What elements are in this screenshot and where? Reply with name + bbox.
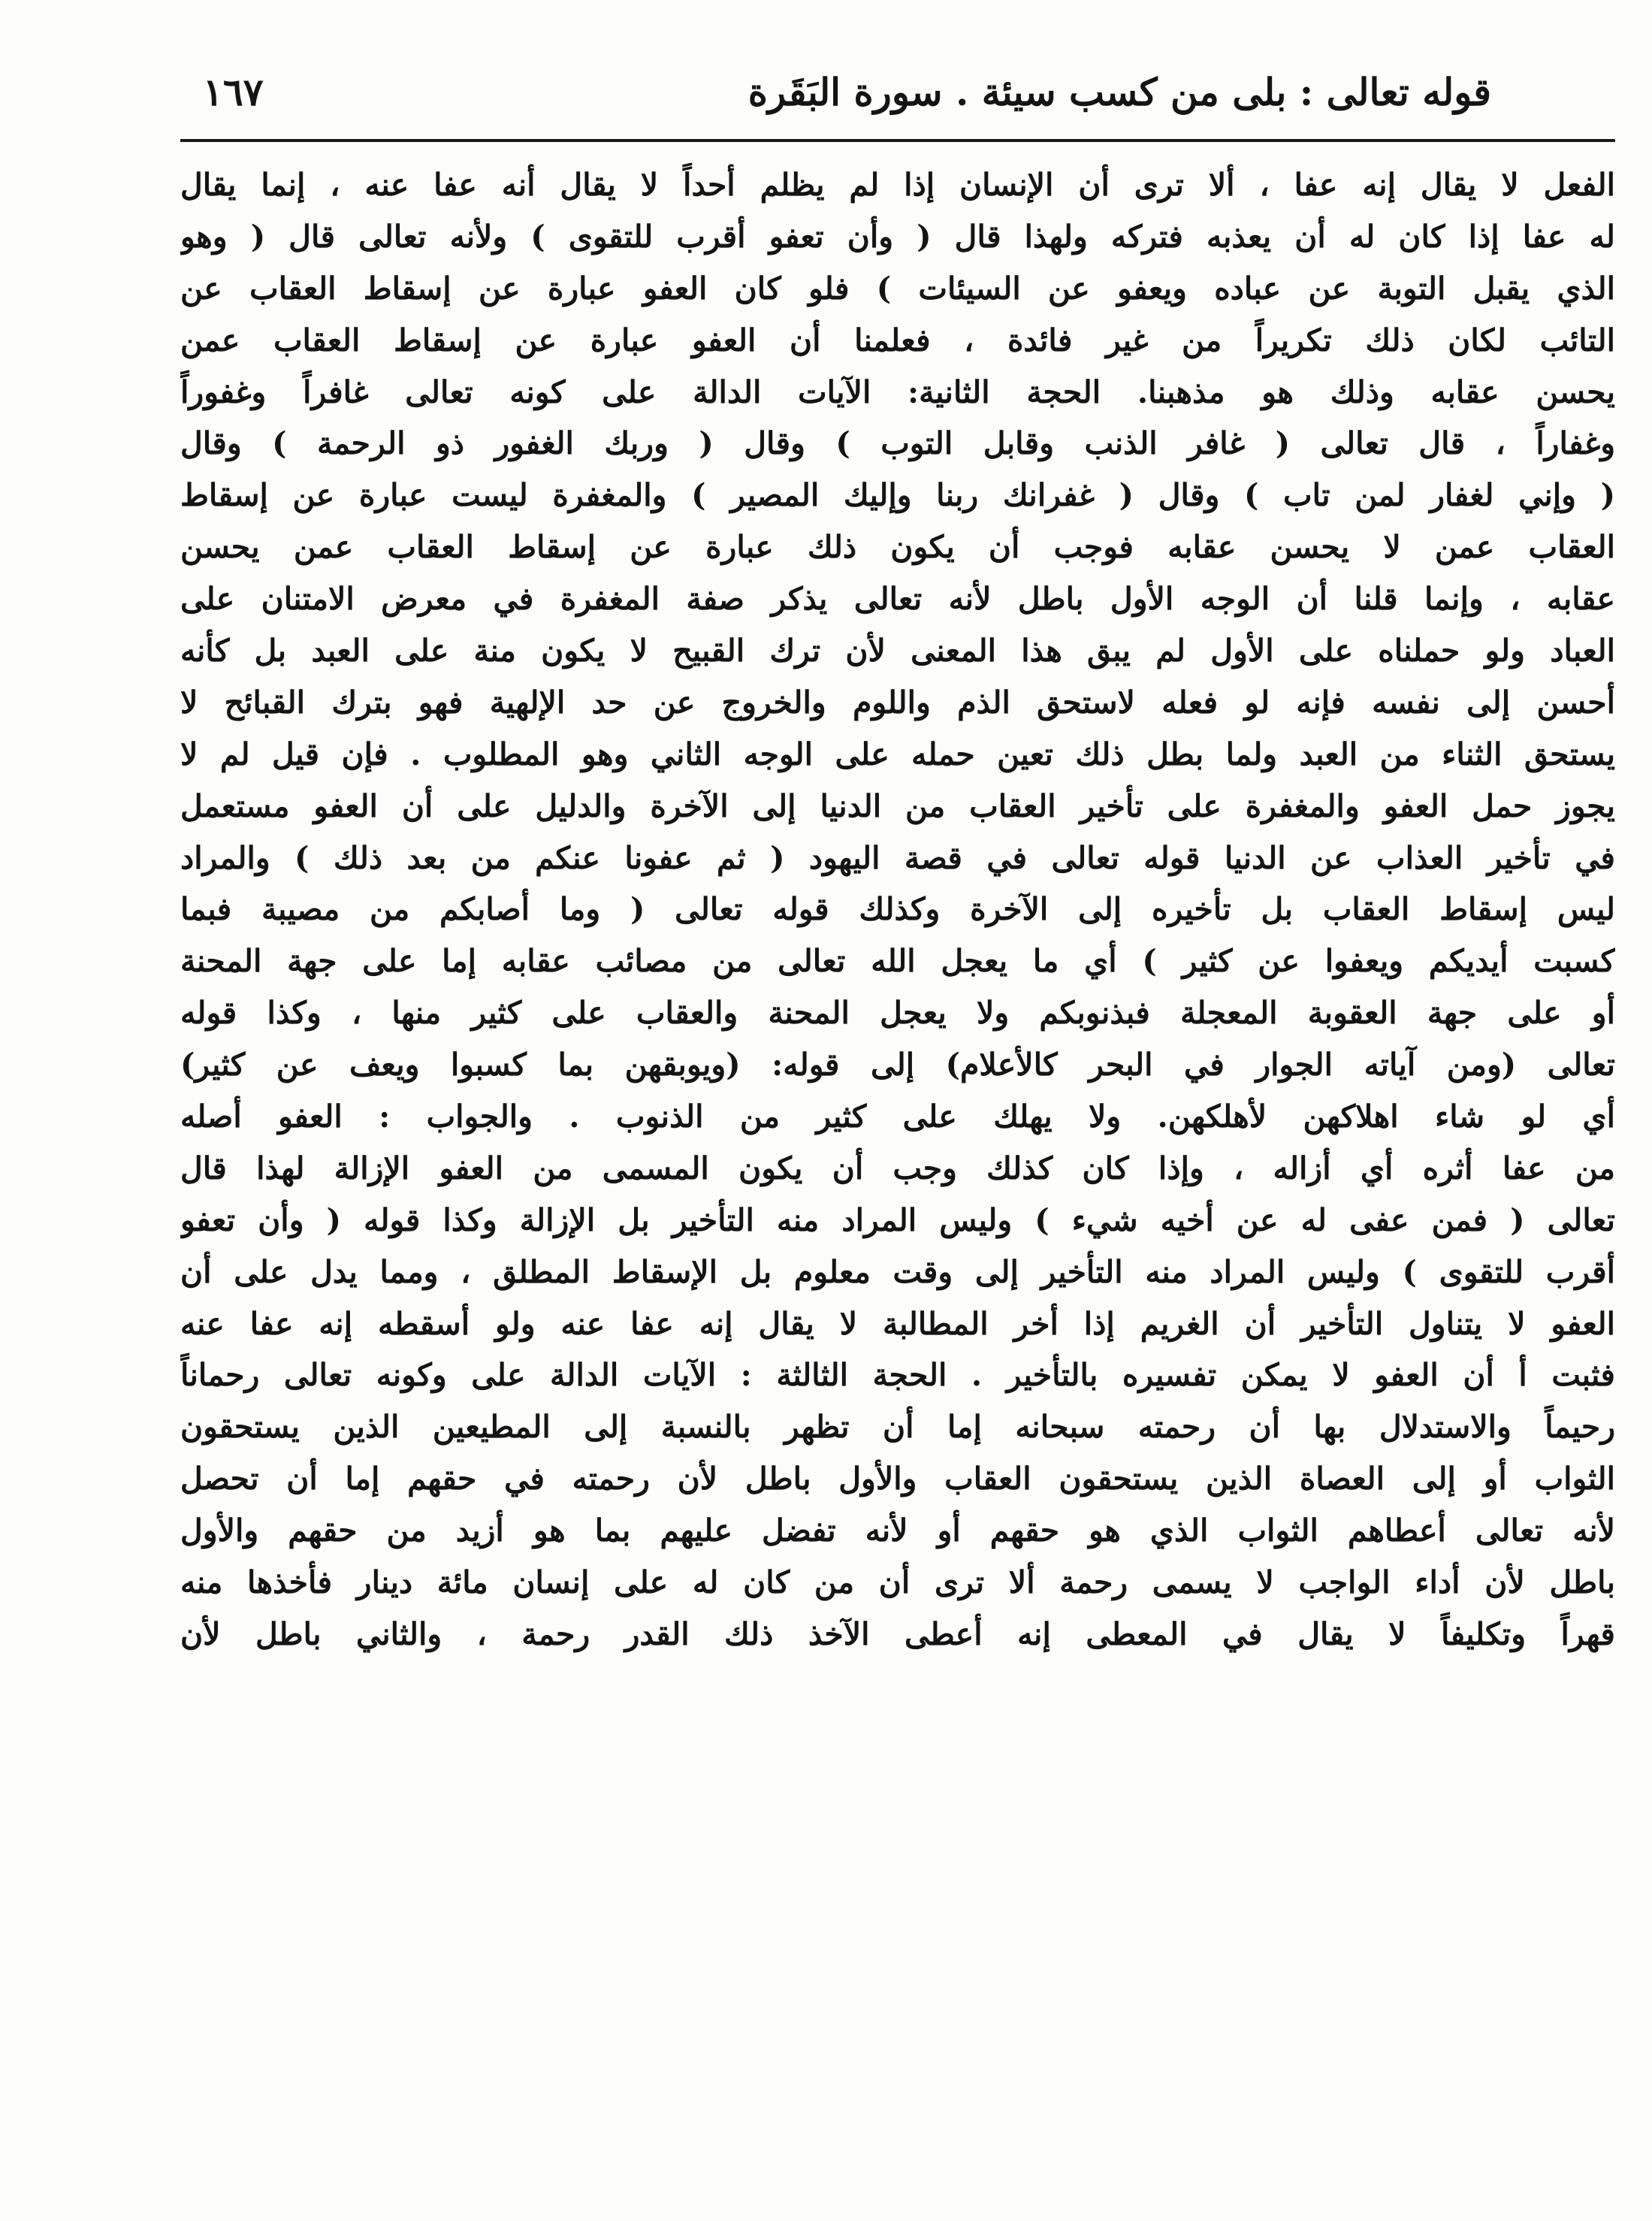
page-header (180, 64, 1491, 131)
text-line: في تأخير العذاب عن الدنيا قوله تعالى في قصة اليهود ( ثم عفونا عنكم من بعد ذلك ) والمراد (180, 839, 1615, 876)
text-line: لأنه تعالى أعطاهم الثواب الذي هو حقهم أو لأنه تفضل عليهم بما هو أزيد من حقهم والأول (180, 1512, 1615, 1549)
text-line: العقاب عمن لا يحسن عقابه فوجب أن يكون ذلك عبارة عن إسقاط العقاب عمن يحسن (180, 529, 1615, 566)
text-line: يستحق الثناء من العبد ولما بطل ذلك تعين حمله على الوجه الثاني وهو المطلوب . فإن قيل لم لا (180, 736, 1615, 772)
text-line: الفعل لا يقال إنه عفا ، ألا ترى أن الإنسان إذا لم يظلم أحداً لا يقال أنه عفا عنه ، إنما يقال (180, 167, 1615, 203)
text-line: وغفاراً ، قال تعالى ( غافر الذنب وقابل التوب ) وقال ( وربك الغفور ذو الرحمة ) وقال (180, 425, 1615, 462)
text-line: الذي يقبل التوبة عن عباده ويعفو عن السيئات ) فلو كان العفو عبارة عن إسقاط العقاب عن (180, 270, 1615, 307)
text-line: الثواب أو إلى العصاة الذين يستحقون العقاب والأول باطل لأن رحمته في حقهم إما أن تحصل (180, 1461, 1615, 1497)
page-number: ١٦٧ (203, 70, 264, 114)
text-line: رحيماً والاستدلال بها أن رحمته سبحانه إما أن تظهر بالنسبة إلى المطيعين الذين يستحقون (180, 1409, 1615, 1446)
running-title: قوله تعالى : بلى من كسب سيئة . سورة البَقَرة (747, 70, 1491, 114)
header-divider (180, 139, 1615, 142)
text-line: أو على جهة العقوبة المعجلة فبذنوبكم ولا يعجل المحنة والعقاب على كثير منها ، وكذا قوله (180, 995, 1615, 1032)
text-line: فثبت أ أن العفو لا يمكن تفسيره بالتأخير . الحجة الثالثة : الآيات الدالة على وكونه تعالى رحماناً (180, 1357, 1615, 1394)
text-line: العفو لا يتناول التأخير أن الغريم إذا أخر المطالبة لا يقال إنه عفا عنه ولو أسقطه إنه عفا عنه (180, 1305, 1615, 1342)
text-line: أي لو شاء اهلاكهن لأهلكهن. ولا يهلك على كثير من الذنوب . والجواب : العفو أصله (180, 1098, 1615, 1135)
body-text (180, 159, 1615, 1660)
text-line: ( وإني لغفار لمن تاب ) وقال ( غفرانك ربنا وإليك المصير ) والمغفرة ليست عبارة عن إسقاط (180, 477, 1615, 514)
text-line: تعالى ( فمن عفى له عن أخيه شيء ) وليس المراد منه التأخير بل الإزالة وكذا قوله ( وأن تعفو (180, 1201, 1615, 1238)
text-line: باطل لأن أداء الواجب لا يسمى رحمة ألا ترى أن من كان له على إنسان مائة دينار فأخذها منه (180, 1564, 1615, 1601)
text-line: تعالى (ومن آياته الجوار في البحر كالأعلام) إلى قوله: (ويوبقهن بما كسبوا ويعف عن كثير) (180, 1047, 1615, 1083)
text-line: عقابه ، وإنما قلنا أن الوجه الأول باطل لأنه تعالى يذكر صفة المغفرة في معرض الامتنان على (180, 581, 1615, 618)
text-line: كسبت أيديكم ويعفوا عن كثير ) أي ما يعجل الله تعالى من مصائب عقابه إما على جهة المحنة (180, 943, 1615, 980)
text-line: ليس إسقاط العقاب بل تأخيره إلى الآخرة وكذلك قوله تعالى ( وما أصابكم من مصيبة فبما (180, 891, 1615, 928)
text-line: العباد ولو حملناه على الأول لم يبق هذا المعنى لأن ترك القبيح لا يكون منة على العبد بل كأنه (180, 633, 1615, 669)
text-line: أقرب للتقوى ) وليس المراد منه التأخير إلى وقت معلوم بل الإسقاط المطلق ، ومما يدل على أن (180, 1253, 1615, 1290)
text-line: يجوز حمل العفو والمغفرة على تأخير العقاب من الدنيا إلى الآخرة والدليل على أن العفو مستعمل (180, 787, 1615, 824)
text-line: يحسن عقابه وذلك هو مذهبنا. الحجة الثانية: الآيات الدالة على كونه تعالى غافراً وغفوراً (180, 373, 1615, 410)
text-line: من عفا أثره أي أزاله ، وإذا كان كذلك وجب أن يكون المسمى من العفو الإزالة لهذا قال (180, 1150, 1615, 1186)
text-line: أحسن إلى نفسه فإنه لو فعله لاستحق الذم واللوم والخروج عن حد الإلهية فهو بترك القبائح لا (180, 684, 1615, 721)
text-line: التائب لكان ذلك تكريراً من غير فائدة ، فعلمنا أن العفو عبارة عن إسقاط العقاب عمن (180, 322, 1615, 358)
text-line: قهراً وتكليفاً لا يقال في المعطى إنه أعطى الآخذ ذلك القدر رحمة ، والثاني باطل لأن (180, 1615, 1615, 1652)
text-line: له عفا إذا كان له أن يعذبه فتركه ولهذا قال ( وأن تعفو أقرب للتقوى ) ولأنه تعالى قال ( وهو (180, 218, 1615, 255)
